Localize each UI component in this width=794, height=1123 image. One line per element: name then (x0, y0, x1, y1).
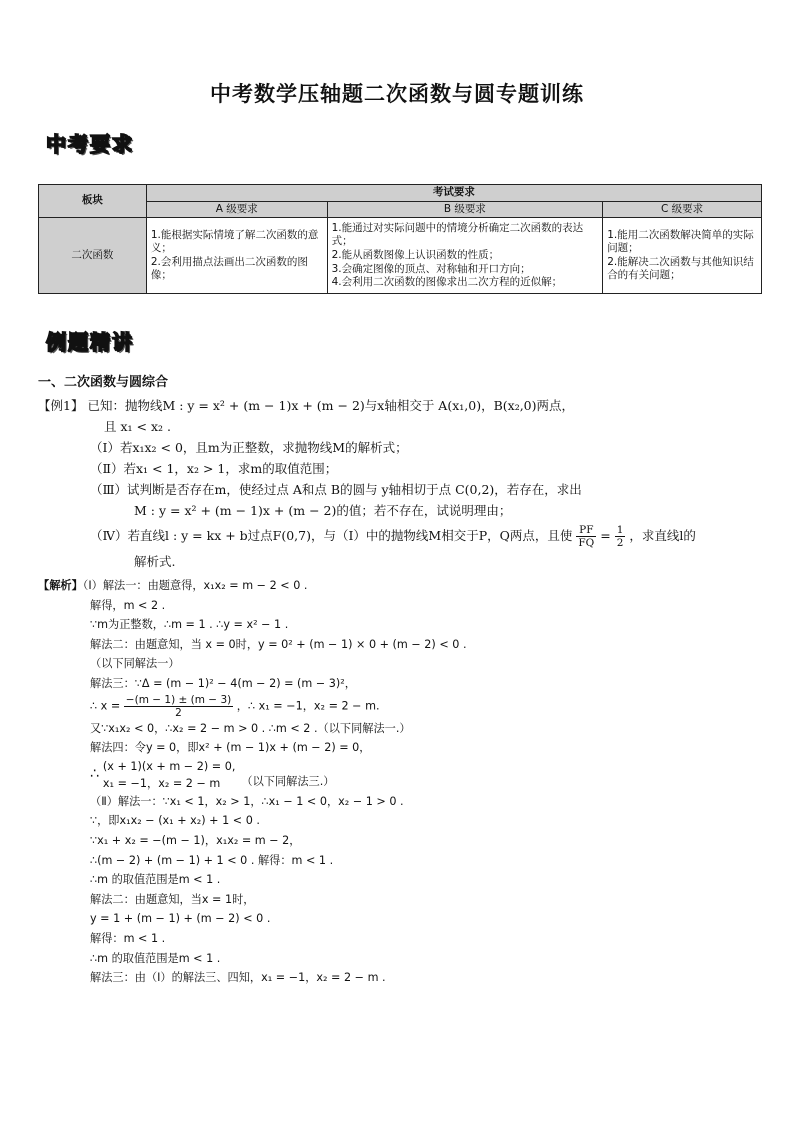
example-intro-line (38, 395, 768, 416)
solution-line: 【解析】（Ⅰ）解法一：由题意得，x₁x₂ = m − 2 < 0 . (38, 579, 308, 592)
solution-line: ∵，即x₁x₂ − (x₁ + x₂) + 1 < 0 . (90, 814, 260, 828)
example-label: 【例1】 (38, 398, 84, 413)
question-4-tail: ，求直线l的 (629, 528, 696, 543)
question-1: （Ⅰ）若x₁x₂ < 0，且m为正整数，求抛物线M的解析式； (90, 440, 408, 455)
table-header-level-c: C 级要求 (603, 201, 762, 218)
table-header-level-b: B 级要求 (327, 201, 603, 218)
solution-line: ∴m 的取值范围是m < 1 . (90, 951, 221, 965)
table-cell-level-a (146, 218, 327, 294)
requirements-table (38, 184, 762, 294)
section-badge-requirements: 中考要求 (46, 132, 134, 156)
table-header-block: 板块 (39, 185, 147, 218)
question-2: （Ⅱ）若x₁ < 1，x₂ > 1，求m的取值范围； (90, 461, 338, 476)
list-item: 1.能根据实际情境了解二次函数的意义； (150, 228, 319, 255)
section-badge-examples: 例题精讲 (46, 330, 134, 354)
solution-line: ∵m为正整数，∴m = 1 . ∴y = x² − 1 . (90, 618, 289, 632)
solution-line: 解法四：令y = 0，即x² + (m − 1)x + (m − 2) = 0， (90, 741, 371, 755)
solution-line: y = 1 + (m − 1) + (m − 2) < 0 . (90, 912, 271, 926)
system-of-equations (103, 758, 235, 792)
half-fraction (615, 524, 626, 549)
solution-frac-prefix: ∴ x = (90, 699, 121, 713)
solution-line: 解法三：由（Ⅰ）的解法三、四知，x₁ = −1，x₂ = 2 − m . (90, 971, 386, 985)
question-3-part2: M : y = x² + (m − 1)x + (m − 2)的值；若不存在，试说明理由； (134, 503, 512, 518)
solution-line: 解法三：∵Δ = (m − 1)² − 4(m − 2) = (m − 3)²， (90, 676, 356, 690)
fraction-denominator: 2 (616, 537, 624, 549)
solution-line: ∴m 的取值范围是m < 1 . (90, 873, 221, 887)
question-4-part2: 解析式. (134, 554, 176, 569)
list-item: 2.能从函数图像上认识函数的性质； (331, 248, 500, 261)
solution-fraction-line (38, 694, 768, 719)
solution-line: 又∵x₁x₂ < 0，∴x₂ = 2 − m > 0 . ∴m < 2 .（以下同解法一.） (90, 721, 411, 735)
ratio-fraction (576, 524, 596, 549)
solution-line: 解得：m < 1 . (90, 931, 166, 945)
solution-note: （以下同解法三.） (241, 775, 335, 789)
quadratic-formula-fraction (124, 694, 233, 719)
example-condition: 且 x₁ < x₂ . (104, 419, 171, 434)
therefore-symbol: ∴ (90, 765, 99, 782)
list-item: 1.能用二次函数解决简单的实际问题； (607, 228, 754, 255)
solution-line: 解得，m < 2 . (90, 598, 166, 612)
equation-line: (x + 1)(x + m − 2) = 0, (102, 759, 236, 773)
table-header-level-a: A 级要求 (146, 201, 327, 218)
table-row-topic: 二次函数 (39, 218, 147, 294)
solution-block (38, 576, 768, 988)
solution-line: ∴(m − 2) + (m − 1) + 1 < 0 . 解得：m < 1 . (90, 853, 334, 867)
list-item: 4.会利用二次函数的图像求出二次方程的近似解； (331, 276, 563, 289)
solution-system (38, 758, 768, 792)
question-4-part1 (38, 521, 768, 551)
table-cell-level-c (603, 218, 762, 294)
section-heading: 一、二次函数与圆综合 (38, 375, 169, 390)
list-item: 1.能通过对实际问题中的情境分析确定二次函数的表达式； (331, 221, 584, 248)
list-item: 2.会利用描点法画出二次函数的图像； (150, 255, 308, 282)
main-content (38, 372, 768, 988)
solution-line: ∵x₁ + x₂ = −(m − 1)，x₁x₂ = m − 2， (90, 833, 301, 847)
question-4-text: （Ⅳ）若直线l : y = kx + b过点F(0,7)，与（Ⅰ）中的抛物线M相交于P，Q两点，且使 (90, 528, 573, 543)
fraction-numerator: PF (576, 524, 596, 537)
equals-sign: = (600, 528, 611, 543)
solution-frac-tail: ，∴ x₁ = −1，x₂ = 2 − m. (236, 699, 380, 713)
solution-line: 解法二：由题意知，当x = 1时， (90, 892, 255, 906)
fraction-numerator: 1 (616, 524, 624, 536)
example-intro: 已知：抛物线M : y = x² + (m − 1)x + (m − 2)与x轴相交于 A(x₁,0)，B(x₂,0)两点， (87, 398, 575, 413)
fraction-denominator: 2 (175, 706, 182, 719)
solution-line: （以下同解法一） (90, 657, 180, 671)
document-title: 中考数学压轴题二次函数与圆专题训练 (210, 82, 584, 106)
fraction-denominator: FQ (578, 537, 595, 549)
question-3-part1: （Ⅲ）试判断是否存在m，使经过点 A和点 B的圆与 y轴相切于点 C(0,2)，若存在，求出 (90, 482, 582, 497)
fraction-numerator: −(m − 1) ± (m − 3) (125, 693, 232, 706)
table-header-exam: 考试要求 (146, 185, 761, 202)
list-item: 3.会确定图像的顶点、对称轴和开口方向； (331, 262, 531, 275)
table-cell-level-b (327, 218, 603, 294)
equation-line: x₁ = −1，x₂ = 2 − m (102, 776, 221, 790)
solution-line: 解法二：由题意知，当 x = 0时，y = 0² + (m − 1) × 0 + (m − 2) < 0 . (90, 637, 467, 651)
list-item: 2.能解决二次函数与其他知识结合的有关问题； (607, 255, 754, 282)
solution-line: （Ⅱ）解法一：∵x₁ < 1，x₂ > 1，∴x₁ − 1 < 0，x₂ − 1 > 0 . (90, 794, 404, 808)
solution-label: 【解析】 (38, 579, 83, 592)
